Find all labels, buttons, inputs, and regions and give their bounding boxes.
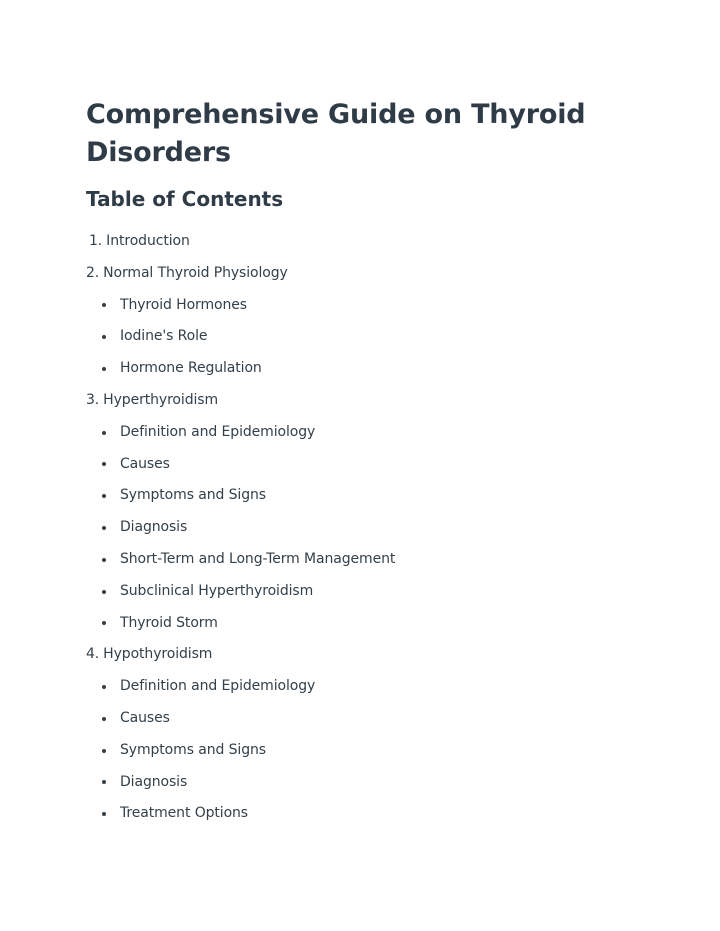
bullet-icon <box>102 335 106 339</box>
bullet-icon <box>102 685 106 689</box>
subsection-list <box>86 417 646 640</box>
bullet-icon <box>102 590 106 594</box>
toc-heading: Table of Contents <box>86 187 284 211</box>
bullet-icon <box>102 494 106 498</box>
bullet-icon <box>102 780 106 784</box>
section-number: 3. <box>86 391 100 408</box>
list-item-label: Causes <box>120 455 170 472</box>
section-heading <box>86 639 646 671</box>
list-item <box>86 767 646 799</box>
table-of-contents <box>86 226 646 830</box>
list-item <box>86 735 646 767</box>
list-item <box>86 290 646 322</box>
list-item <box>86 576 646 608</box>
section-number: 1. <box>89 233 103 249</box>
section-label: Normal Thyroid Physiology <box>103 264 288 281</box>
bullet-icon <box>102 717 106 721</box>
list-item <box>86 512 646 544</box>
toc-section-hypothyroidism <box>86 639 646 830</box>
list-item-label: Short-Term and Long-Term Management <box>120 550 396 567</box>
list-item <box>86 353 646 385</box>
list-item <box>86 321 646 353</box>
section-number: 4. <box>86 646 100 663</box>
section-number: 2. <box>86 264 100 281</box>
bullet-icon <box>102 462 106 466</box>
list-item <box>86 671 646 703</box>
document-title: Comprehensive Guide on Thyroid Disorders <box>86 99 586 168</box>
bullet-icon <box>102 303 106 307</box>
list-item <box>86 608 646 640</box>
bullet-icon <box>102 558 106 562</box>
list-item <box>86 544 646 576</box>
list-item <box>86 417 646 449</box>
bullet-icon <box>102 431 106 435</box>
bullet-icon <box>102 749 106 753</box>
list-item-label: Definition and Epidemiology <box>120 423 316 440</box>
toc-section-normal-thyroid-physiology <box>86 258 646 385</box>
list-item-label: Thyroid Hormones <box>120 296 247 313</box>
list-item-label: Iodine's Role <box>120 328 208 345</box>
list-item-label: Causes <box>120 709 170 726</box>
section-label: Introduction <box>106 233 190 249</box>
bullet-icon <box>102 621 106 625</box>
subsection-list <box>86 671 646 830</box>
section-heading <box>86 226 646 258</box>
bullet-icon <box>102 812 106 816</box>
list-item-label: Diagnosis <box>120 773 188 790</box>
section-label: Hyperthyroidism <box>103 391 218 408</box>
section-heading <box>86 258 646 290</box>
list-item <box>86 449 646 481</box>
list-item-label: Diagnosis <box>120 519 188 536</box>
subsection-list <box>86 290 646 385</box>
list-item-label: Thyroid Storm <box>120 614 218 631</box>
bullet-icon <box>102 367 106 371</box>
bullet-icon <box>102 526 106 530</box>
list-item-label: Definition and Epidemiology <box>120 678 316 695</box>
toc-section-hyperthyroidism <box>86 385 646 639</box>
list-item-label: Symptoms and Signs <box>120 741 266 758</box>
list-item-label: Symptoms and Signs <box>120 487 266 504</box>
list-item <box>86 703 646 735</box>
toc-section-introduction <box>86 226 646 258</box>
list-item-label: Hormone Regulation <box>120 360 262 377</box>
list-item-label: Treatment Options <box>120 805 249 822</box>
list-item-label: Subclinical Hyperthyroidism <box>120 582 314 599</box>
section-heading <box>86 385 646 417</box>
section-label: Hypothyroidism <box>103 646 213 663</box>
list-item <box>86 480 646 512</box>
list-item <box>86 798 646 830</box>
document-page <box>86 96 646 830</box>
